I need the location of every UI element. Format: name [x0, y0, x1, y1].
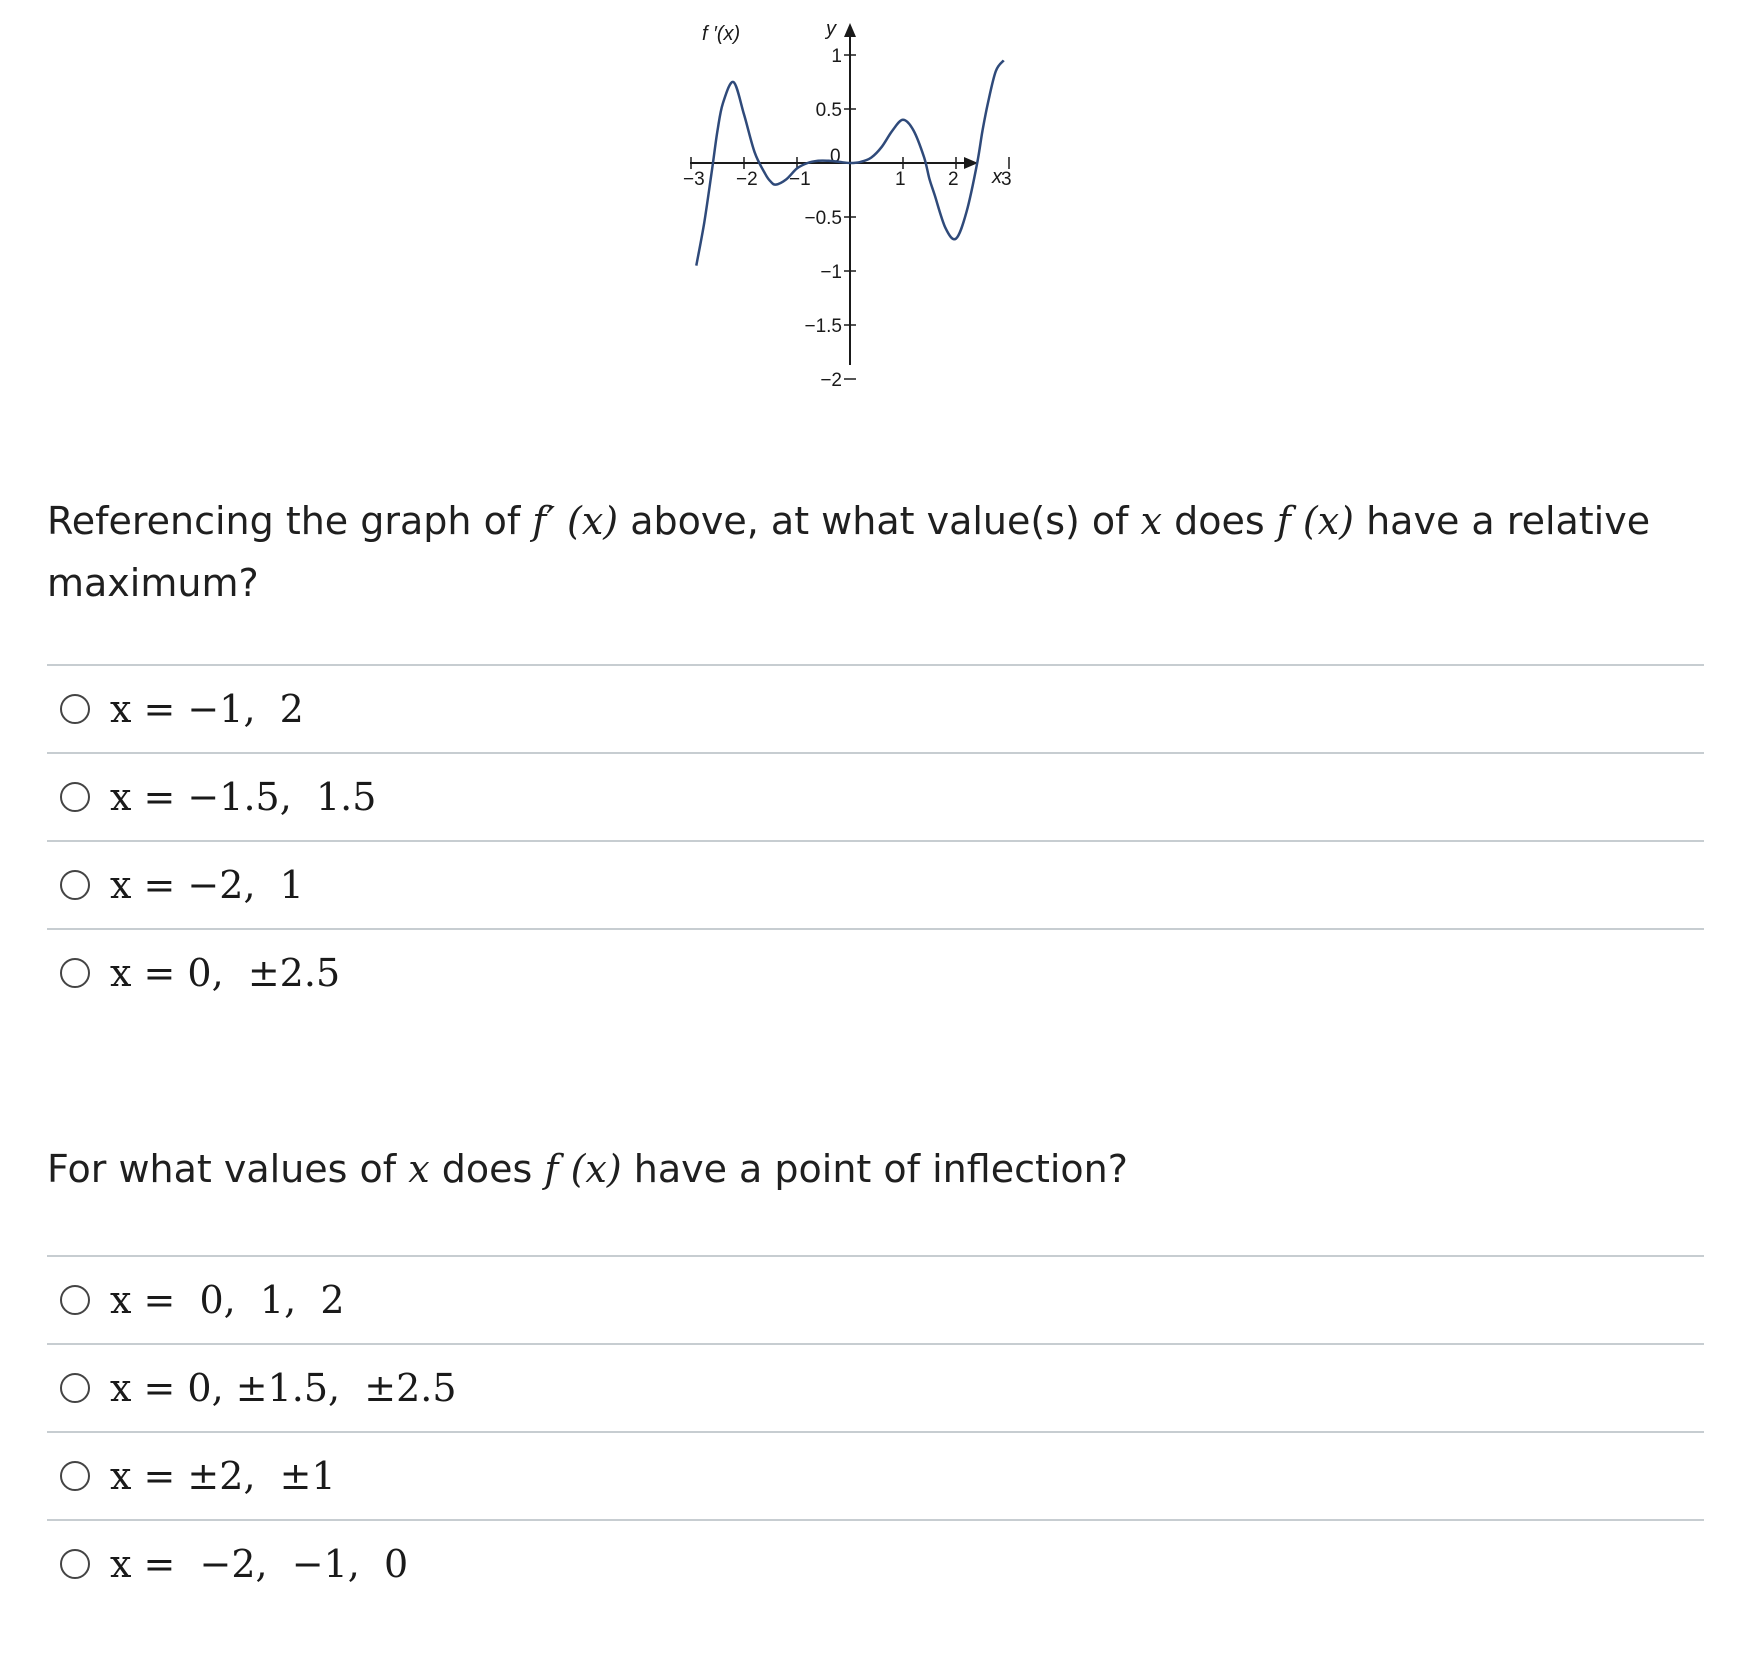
y-axis-label: y	[826, 18, 836, 40]
x-tick-label: −1	[789, 169, 811, 190]
x-tick-label: 1	[895, 169, 906, 190]
radio-button[interactable]	[60, 1549, 90, 1579]
y-tick-label: −1.5	[804, 316, 842, 337]
y-tick-label: 0.5	[815, 100, 842, 121]
q2-option-1[interactable]: x = 0, 1, 2	[47, 1255, 1704, 1343]
radio-button[interactable]	[60, 870, 90, 900]
q2-option-3[interactable]: x = ±2, ±1	[47, 1431, 1704, 1519]
radio-button[interactable]	[60, 1285, 90, 1315]
x-tick-label: 3	[1001, 169, 1012, 190]
q2-option-2[interactable]: x = 0, ±1.5, ±2.5	[47, 1343, 1704, 1431]
question-2: For what values of x does f (x) have a point of inflection?	[47, 1147, 1128, 1191]
radio-button[interactable]	[60, 958, 90, 988]
x-tick-label: −3	[683, 169, 705, 190]
y-axis	[844, 23, 856, 365]
y-tick-label: −0.5	[804, 208, 842, 229]
radio-button[interactable]	[60, 1373, 90, 1403]
y-tick-label: −1	[820, 262, 842, 283]
q1-option-2[interactable]: x = −1.5, 1.5	[47, 752, 1704, 840]
f-prime-graph	[680, 18, 1012, 391]
x-tick-label: 0	[830, 146, 841, 167]
q2-option-4[interactable]: x = −2, −1, 0	[47, 1519, 1704, 1607]
radio-button[interactable]	[60, 782, 90, 812]
q1-option-1[interactable]: x = −1, 2	[47, 664, 1704, 752]
radio-button[interactable]	[60, 694, 90, 724]
x-tick-label: −2	[736, 169, 758, 190]
question-1-options	[47, 664, 1704, 1016]
x-tick-label: 2	[948, 169, 959, 190]
q1-option-4[interactable]: x = 0, ±2.5	[47, 928, 1704, 1016]
y-tick-label: −2	[820, 370, 842, 391]
radio-button[interactable]	[60, 1461, 90, 1491]
function-label: f ′(x)	[702, 23, 741, 45]
q1-option-3[interactable]: x = −2, 1	[47, 840, 1704, 928]
x-axis-label: x	[992, 166, 1002, 188]
question-2-options	[47, 1255, 1704, 1607]
question-1: Referencing the graph of f′ (x) above, at what value(s) of x does f (x) have a relative maximum?	[47, 499, 1651, 605]
y-tick-label: 1	[831, 46, 842, 67]
